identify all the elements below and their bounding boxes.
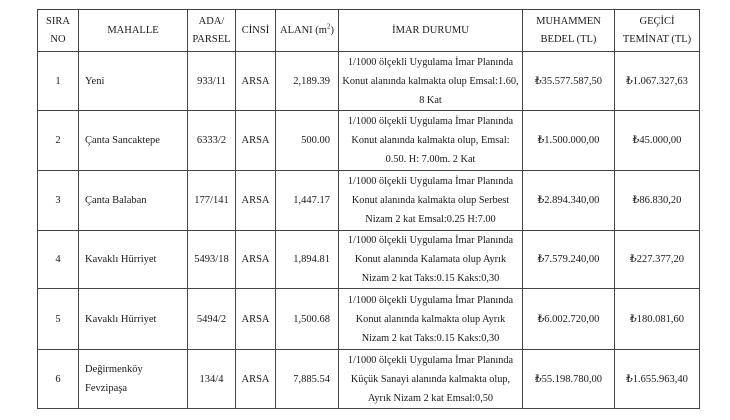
cell-gecici-teminat: ₺180.081,60 bbox=[615, 289, 700, 350]
cell-ada-parsel: 134/4 bbox=[188, 350, 236, 409]
table-row bbox=[38, 171, 700, 231]
header-row bbox=[38, 10, 700, 52]
cell-muhammen-bedel: ₺6.002.720,00 bbox=[523, 289, 615, 350]
cell-alan: 1,894.81 bbox=[276, 231, 339, 289]
header-alani: ALANI $(m^2)$ bbox=[276, 10, 339, 52]
cell-imar-durumu: 1/1000 ölçekli Uygulama İmar Planında Konut alanında Kalamata olup Ayrık Nizam 2 kat Taks:0.15 Kaks:0,30 bbox=[339, 231, 523, 289]
cell-gecici-teminat: ₺227.377,20 bbox=[615, 231, 700, 289]
cell-gecici-teminat: ₺86.830,20 bbox=[615, 171, 700, 231]
parcel-auction-table bbox=[37, 9, 700, 409]
cell-imar-durumu: 1/1000 ölçekli Uygulama İmar Planında Konut alanında kalmakta olup Emsal:1.60, 8 Kat bbox=[339, 52, 523, 111]
header-imar-durumu: İMAR DURUMU bbox=[339, 10, 523, 52]
cell-imar-durumu: 1/1000 ölçekli Uygulama İmar Planında Konut alanında kalmakta olup Ayrık Nizam 2 kat Taks:0.15 Kaks:0,30 bbox=[339, 289, 523, 350]
cell-ada-parsel: 933/11 bbox=[188, 52, 236, 111]
header-muhammen-bedel: MUHAMMEN BEDEL (TL) bbox=[523, 10, 615, 52]
cell-imar-durumu: 1/1000 ölçekli Uygulama İmar Planında Küçük Sanayi alanında kalmakta olup, Ayrık Nizam 2 kat Emsal:0,50 bbox=[339, 350, 523, 409]
header-ada-parsel: ADA/ PARSEL bbox=[188, 10, 236, 52]
cell-gecici-teminat: ₺1.067.327,63 bbox=[615, 52, 700, 111]
cell-sira: 6 bbox=[38, 350, 79, 409]
cell-alan: 1,500.68 bbox=[276, 289, 339, 350]
cell-ada-parsel: 177/141 bbox=[188, 171, 236, 231]
cell-cinsi: ARSA bbox=[236, 289, 276, 350]
header-gecici-teminat: GEÇİCİ TEMİNAT (TL) bbox=[615, 10, 700, 52]
cell-alan: 2,189.39 bbox=[276, 52, 339, 111]
cell-sira: 2 bbox=[38, 111, 79, 171]
cell-muhammen-bedel: ₺1.500.000,00 bbox=[523, 111, 615, 171]
cell-muhammen-bedel: ₺55.198.780,00 bbox=[523, 350, 615, 409]
cell-alan: 1,447.17 bbox=[276, 171, 339, 231]
table-row bbox=[38, 289, 700, 350]
cell-alan: 7,885.54 bbox=[276, 350, 339, 409]
cell-cinsi: ARSA bbox=[236, 171, 276, 231]
cell-muhammen-bedel: ₺35.577.587,50 bbox=[523, 52, 615, 111]
table-row bbox=[38, 111, 700, 171]
cell-cinsi: ARSA bbox=[236, 52, 276, 111]
table-row bbox=[38, 350, 700, 409]
cell-mahalle: Çanta Balaban bbox=[79, 171, 188, 231]
table-row bbox=[38, 52, 700, 111]
cell-muhammen-bedel: ₺2.894.340,00 bbox=[523, 171, 615, 231]
cell-cinsi: ARSA bbox=[236, 231, 276, 289]
cell-sira: 4 bbox=[38, 231, 79, 289]
cell-cinsi: ARSA bbox=[236, 111, 276, 171]
header-cinsi: CİNSİ bbox=[236, 10, 276, 52]
cell-ada-parsel: 5494/2 bbox=[188, 289, 236, 350]
cell-mahalle: Kavaklı Hürriyet bbox=[79, 231, 188, 289]
cell-mahalle: Kavaklı Hürriyet bbox=[79, 289, 188, 350]
cell-mahalle: Yeni bbox=[79, 52, 188, 111]
cell-sira: 3 bbox=[38, 171, 79, 231]
cell-muhammen-bedel: ₺7.579.240,00 bbox=[523, 231, 615, 289]
cell-gecici-teminat: ₺1.655.963,40 bbox=[615, 350, 700, 409]
cell-ada-parsel: 6333/2 bbox=[188, 111, 236, 171]
cell-sira: 1 bbox=[38, 52, 79, 111]
cell-alan: 500.00 bbox=[276, 111, 339, 171]
cell-gecici-teminat: ₺45.000,00 bbox=[615, 111, 700, 171]
cell-cinsi: ARSA bbox=[236, 350, 276, 409]
cell-imar-durumu: 1/1000 ölçekli Uygulama İmar Planında Konut alanında kalmakta olup Serbest Nizam 2 kat Emsal:0.25 H:7.00 bbox=[339, 171, 523, 231]
header-mahalle: MAHALLE bbox=[79, 10, 188, 52]
cell-ada-parsel: 5493/18 bbox=[188, 231, 236, 289]
table-row bbox=[38, 231, 700, 289]
header-sira-no: SIRA NO bbox=[38, 10, 79, 52]
cell-mahalle: Değirmenköy Fevzipaşa bbox=[79, 350, 188, 409]
cell-mahalle: Çanta Sancaktepe bbox=[79, 111, 188, 171]
cell-sira: 5 bbox=[38, 289, 79, 350]
cell-imar-durumu: 1/1000 ölçekli Uygulama İmar Planında Konut alanında kalmakta olup, Emsal: 0.50. H: 7.00m. 2 Kat bbox=[339, 111, 523, 171]
